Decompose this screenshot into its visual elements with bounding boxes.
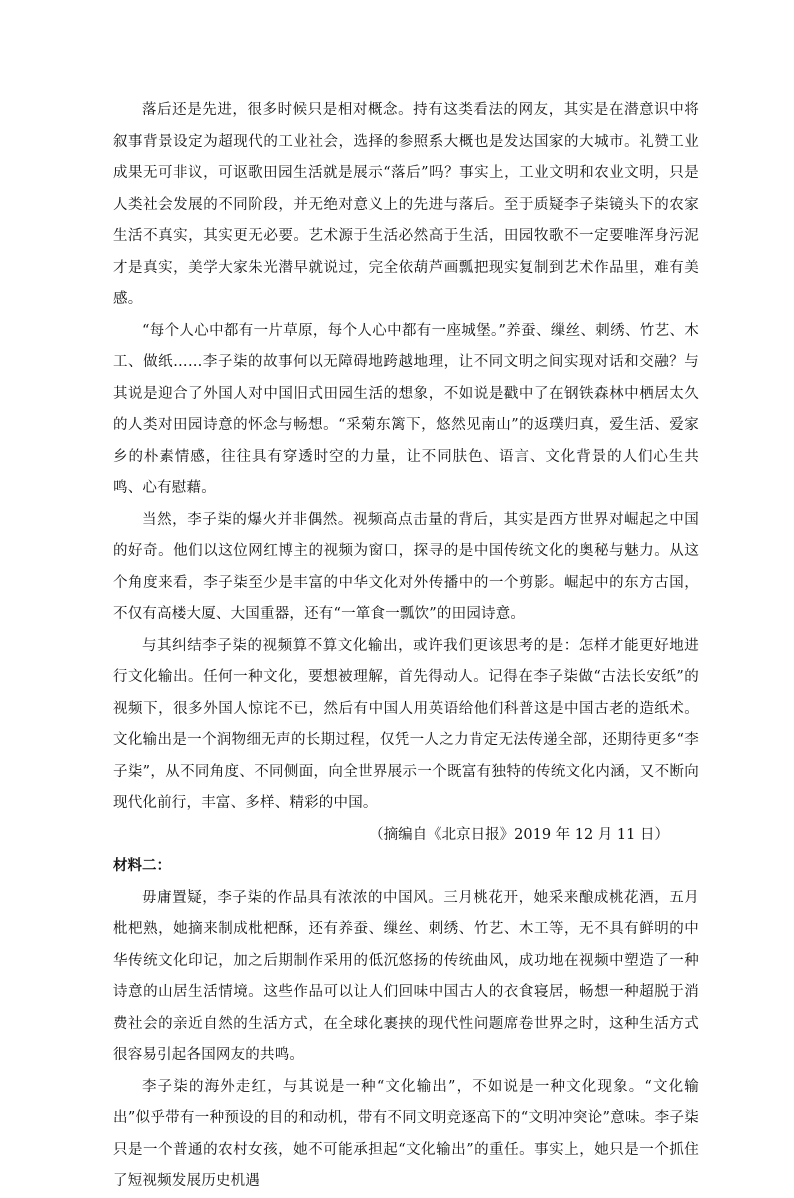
material1-paragraph-1: 落后还是先进，很多时候只是相对概念。持有这类看法的网友，其实是在潜意识中将叙事背景设定为超现代的工业社会，选择的参照系大概也是发达国家的大城市。礼赞工业成果无可非议，可讴歌田园生活就是展示“落后”吗？事实上，工业文明和农业文明，只是人类社会发展的不同阶段，并无绝对意义上的先进与落后。至于质疑李子柒镜头下的农家生活不真实，其实更无必要。艺术源于生活必然高于生活，田园牧歌不一定要唯浑身污泥才是真实，美学大家朱光潜早就说过，完全依葫芦画瓢把现实复制到艺术作品里，难有美感。 bbox=[113, 102, 699, 307]
material1-paragraph-3: 当然，李子柒的爆火并非偶然。视频高点击量的背后，其实是西方世界对崛起之中国的好奇。他们以这位网红博主的视频为窗口，探寻的是中国传统文化的奥秘与魅力。从这个角度来看，李子柒至少是丰富的中华文化对外传播中的一个剪影。崛起中的东方古国，不仅有高楼大厦、大国重器，还有“一箪食一瓢饮”的田园诗意。 bbox=[113, 511, 699, 622]
material1-source-citation: （摘编自《北京日报》2019 年 12 月 11 日） bbox=[369, 826, 669, 843]
document-page bbox=[113, 95, 699, 1198]
material2-paragraph-1: 毋庸置疑，李子柒的作品具有浓浓的中国风。三月桃花开，她采来酿成桃花酒，五月枇杷熟，她摘来制成枇杷酥，还有养蚕、缫丝、刺绣、竹艺、木工等，无不具有鲜明的中华传统文化印记，加之后期制作采用的低沉悠扬的传统曲风，成功地在视频中塑造了一种诗意的山居生活情境。这些作品可以让人们回味中国古人的衣食寝居，畅想一种超脱于消费社会的亲近自然的生活方式，在全球化裹挟的现代性问题席卷世界之时，这种生活方式很容易引起各国网友的共鸣。 bbox=[113, 889, 699, 1063]
material1-paragraph-4: 与其纠结李子柒的视频算不算文化输出，或许我们更该思考的是：怎样才能更好地进行文化输出。任何一种文化，要想被理解，首先得动人。记得在李子柒做“古法长安纸”的视频下，很多外国人惊诧不已，然后有中国人用英语给他们科普这是中国古老的造纸术。文化输出是一个润物细无声的长期过程，仅凭一人之力肯定无法传递全部，还期待更多“李子柒”，从不同角度、不同侧面，向全世界展示一个既富有独特的传统文化内涵，又不断向现代化前行，丰富、多样、精彩的中国。 bbox=[113, 637, 699, 811]
material1-paragraph-2: “每个人心中都有一片草原，每个人心中都有一座城堡。”养蚕、缫丝、刺绣、竹艺、木工、做纸……李子柒的故事何以无障碍地跨越地理，让不同文明之间实现对话和交融？与其说是迎合了外国人对中国旧式田园生活的想象，不如说是戳中了在钢铁森林中栖居太久的人类对田园诗意的怀念与畅想。“采菊东篱下，悠然见南山”的返璞归真，爱生活、爱家乡的朴素情感，往往具有穿透时空的力量，让不同肤色、语言、文化背景的人们心生共鸣、心有慰藉。 bbox=[113, 322, 699, 496]
material2-paragraph-2: 李子柒的海外走红，与其说是一种“文化输出”，不如说是一种文化现象。“文化输出”似乎带有一种预设的目的和动机，带有不同文明竞逐高下的“文明冲突论”意味。李子柒只是一个普通的农村女孩，她不可能承担起“文化输出”的重任。事实上，她只是一个抓住了短视频发展历史机遇 bbox=[113, 1078, 699, 1189]
material2-heading: 材料二： bbox=[113, 858, 171, 874]
